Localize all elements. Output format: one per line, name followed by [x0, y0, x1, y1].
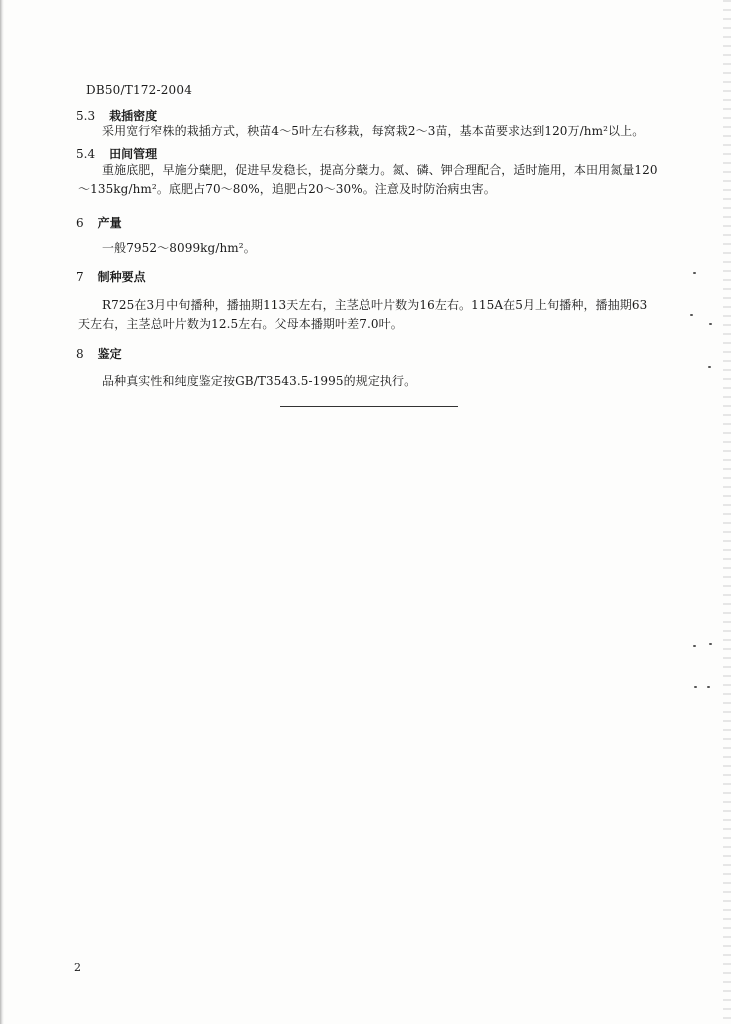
section-paragraph-5-4: 重施底肥，早施分蘖肥，促进早发稳长，提高分蘖力。氮、磷、钾合理配合，适时施用，本田用氮量120～135kg/hm²。底肥占70～80%，追肥占20～30%。注意及时防治病虫害。: [78, 163, 658, 196]
scan-speck: [709, 323, 712, 325]
scan-speck: [693, 645, 696, 647]
scan-edge-left: [0, 0, 4, 1024]
section-title: 田间管理: [109, 147, 158, 161]
document-code: DB50/T172-2004: [86, 83, 193, 97]
page-number: 2: [74, 961, 81, 974]
section-title: 制种要点: [97, 270, 146, 284]
section-heading-7: [76, 268, 146, 285]
scan-speck: [690, 314, 693, 316]
section-paragraph-5-3: 采用宽行窄株的栽插方式，秧苗4～5叶左右移栽，每窝栽2～3苗，基本苗要求达到120万/hm²以上。: [102, 124, 645, 138]
section-number: 5.4: [76, 147, 96, 161]
scan-speck: [694, 686, 697, 688]
scan-edge-right: [723, 0, 731, 1024]
section-number: 7: [76, 270, 84, 284]
scan-speck: [693, 272, 696, 274]
section-heading-5-4: [76, 145, 157, 162]
section-heading-8: [76, 345, 122, 362]
section-title: 鉴定: [97, 347, 122, 361]
section-number: 5.3: [76, 109, 96, 123]
section-title: 栽插密度: [109, 109, 158, 123]
section-paragraph-7: R725在3月中旬播种，播抽期113天左右，主茎总叶片数为16左右。115A在5月上旬播种，播抽期63天左右，主茎总叶片数为12.5左右。父母本播期叶差7.0叶。: [78, 298, 648, 331]
section-number: 8: [76, 347, 84, 361]
section-heading-6: [76, 214, 122, 231]
section-paragraph-6: 一般7952～8099kg/hm²。: [102, 241, 256, 255]
scan-speck: [708, 366, 711, 368]
scan-speck: [709, 643, 712, 645]
section-number: 6: [76, 216, 84, 230]
end-rule: [280, 406, 458, 407]
section-paragraph-8: 品种真实性和纯度鉴定按GB/T3543.5-1995的规定执行。: [102, 374, 417, 388]
scan-speck: [707, 686, 710, 688]
section-title: 产量: [97, 216, 122, 230]
